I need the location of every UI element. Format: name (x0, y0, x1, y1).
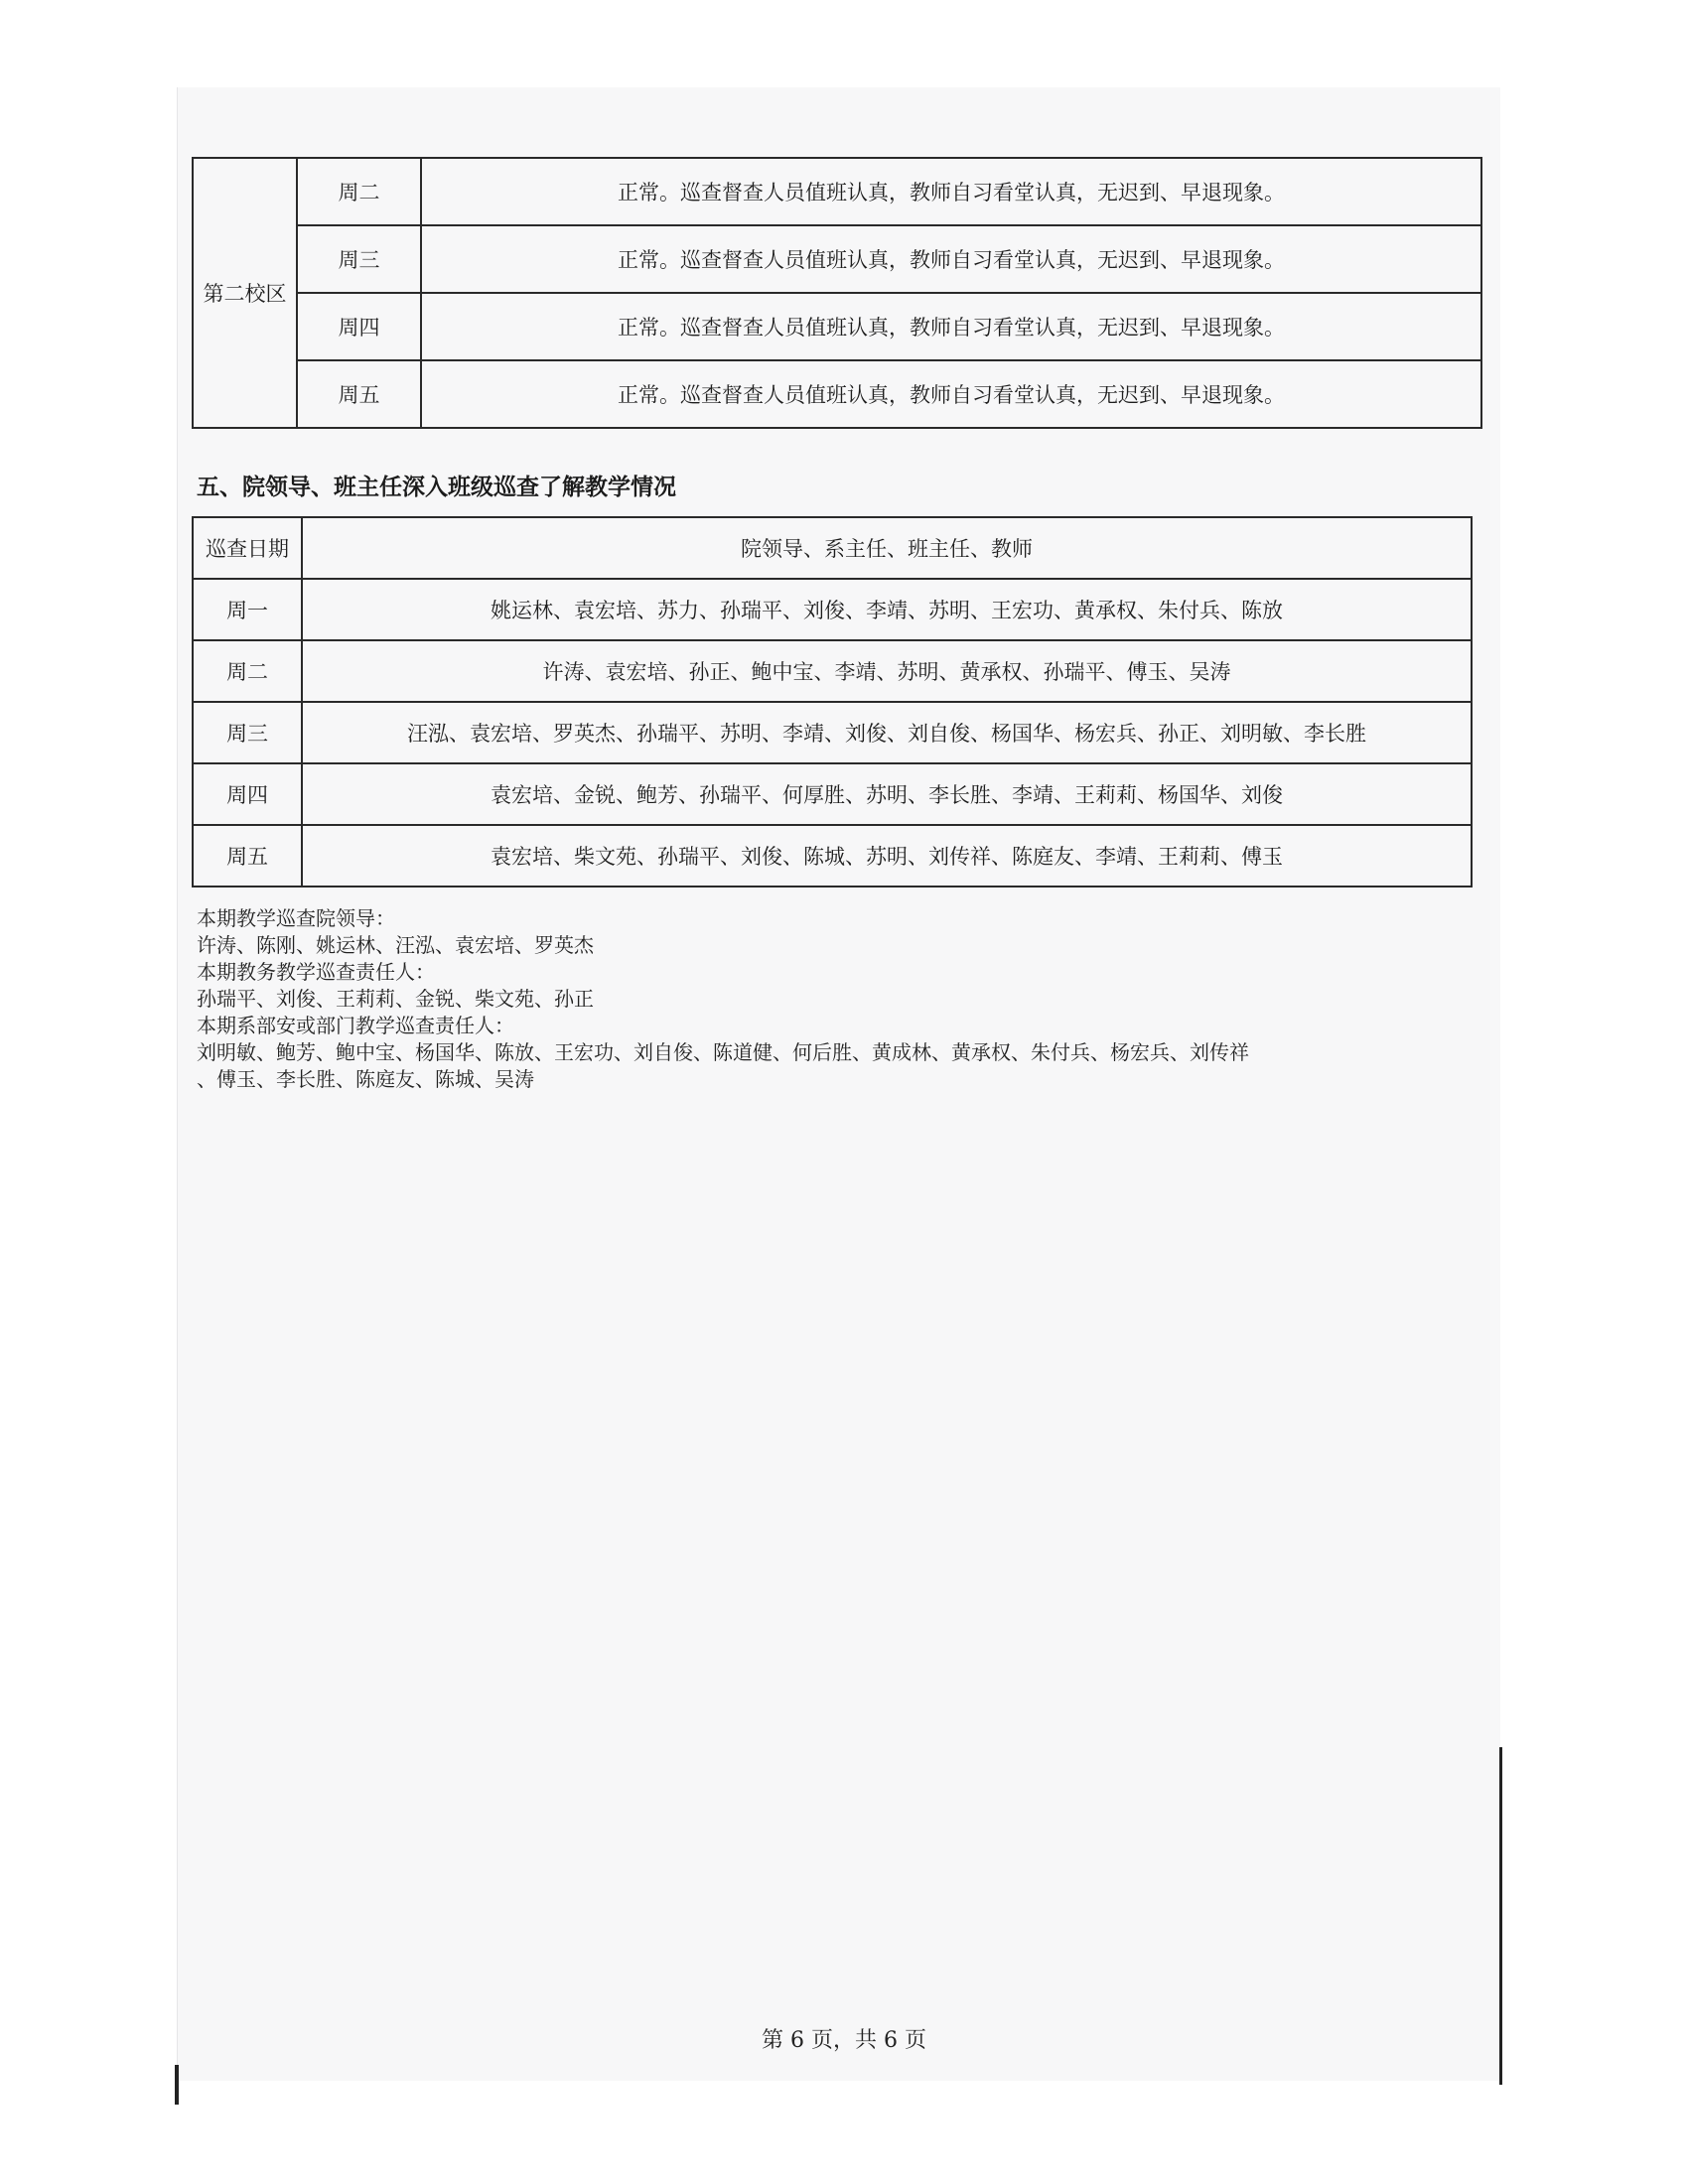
dept-list-line1: 刘明敏、鲍芳、鲍中宝、杨国华、陈放、王宏功、刘自俊、陈道健、何后胜、黄成林、黄承权、朱付兵、杨宏兵、刘传祥 (197, 1040, 1249, 1064)
notes-block (197, 905, 1487, 1093)
day-cell: 周五 (193, 825, 302, 887)
status-cell: 正常。巡查督查人员值班认真，教师自习看堂认真，无迟到、早退现象。 (421, 225, 1481, 293)
day-cell: 周三 (193, 702, 302, 763)
leader-inspection-table (192, 516, 1473, 887)
dept-label: 本期系部安或部门教学巡查责任人： (197, 1014, 514, 1037)
status-cell: 正常。巡查督查人员值班认真，教师自习看堂认真，无迟到、早退现象。 (421, 360, 1481, 428)
table-row (193, 579, 1472, 640)
people-cell: 姚运林、袁宏培、苏力、孙瑞平、刘俊、李靖、苏明、王宏功、黄承权、朱付兵、陈放 (302, 579, 1472, 640)
dept-list-line2: 、傅玉、李长胜、陈庭友、陈城、吴涛 (197, 1067, 534, 1091)
day-cell: 周四 (193, 763, 302, 825)
academic-label: 本期教务教学巡查责任人： (197, 960, 435, 984)
table-row (193, 225, 1481, 293)
table-header-row (193, 517, 1472, 579)
table-row (193, 825, 1472, 887)
scan-edge-mark (175, 2065, 179, 2105)
people-cell: 许涛、袁宏培、孙正、鲍中宝、李靖、苏明、黄承权、孙瑞平、傅玉、吴涛 (302, 640, 1472, 702)
day-cell: 周四 (297, 293, 421, 360)
day-cell: 周一 (193, 579, 302, 640)
table-row (193, 763, 1472, 825)
day-cell: 周五 (297, 360, 421, 428)
status-cell: 正常。巡查督查人员值班认真，教师自习看堂认真，无迟到、早退现象。 (421, 158, 1481, 225)
academic-list: 孙瑞平、刘俊、王莉莉、金锐、柴文苑、孙正 (197, 987, 594, 1011)
people-cell: 袁宏培、金锐、鲍芳、孙瑞平、何厚胜、苏明、李长胜、李靖、王莉莉、杨国华、刘俊 (302, 763, 1472, 825)
table-row (193, 360, 1481, 428)
day-cell: 周三 (297, 225, 421, 293)
campus-cell: 第二校区 (193, 158, 297, 428)
leaders-list: 许涛、陈刚、姚运林、汪泓、袁宏培、罗英杰 (197, 933, 594, 957)
table-row (193, 293, 1481, 360)
day-cell: 周二 (193, 640, 302, 702)
people-cell: 袁宏培、柴文苑、孙瑞平、刘俊、陈城、苏明、刘传祥、陈庭友、李靖、王莉莉、傅玉 (302, 825, 1472, 887)
section-heading: 五、院领导、班主任深入班级巡查了解教学情况 (197, 475, 676, 500)
day-cell: 周二 (297, 158, 421, 225)
status-cell: 正常。巡查督查人员值班认真，教师自习看堂认真，无迟到、早退现象。 (421, 293, 1481, 360)
page-number: 第 6 页，共 6 页 (762, 2028, 926, 2053)
table-row (193, 158, 1481, 225)
campus-inspection-table (192, 157, 1482, 429)
header-date: 巡查日期 (193, 517, 302, 579)
leaders-label: 本期教学巡查院领导： (197, 906, 395, 930)
header-people: 院领导、系主任、班主任、教师 (302, 517, 1472, 579)
table-row (193, 702, 1472, 763)
table-row (193, 640, 1472, 702)
people-cell: 汪泓、袁宏培、罗英杰、孙瑞平、苏明、李靖、刘俊、刘自俊、杨国华、杨宏兵、孙正、刘明敏、李长胜 (302, 702, 1472, 763)
